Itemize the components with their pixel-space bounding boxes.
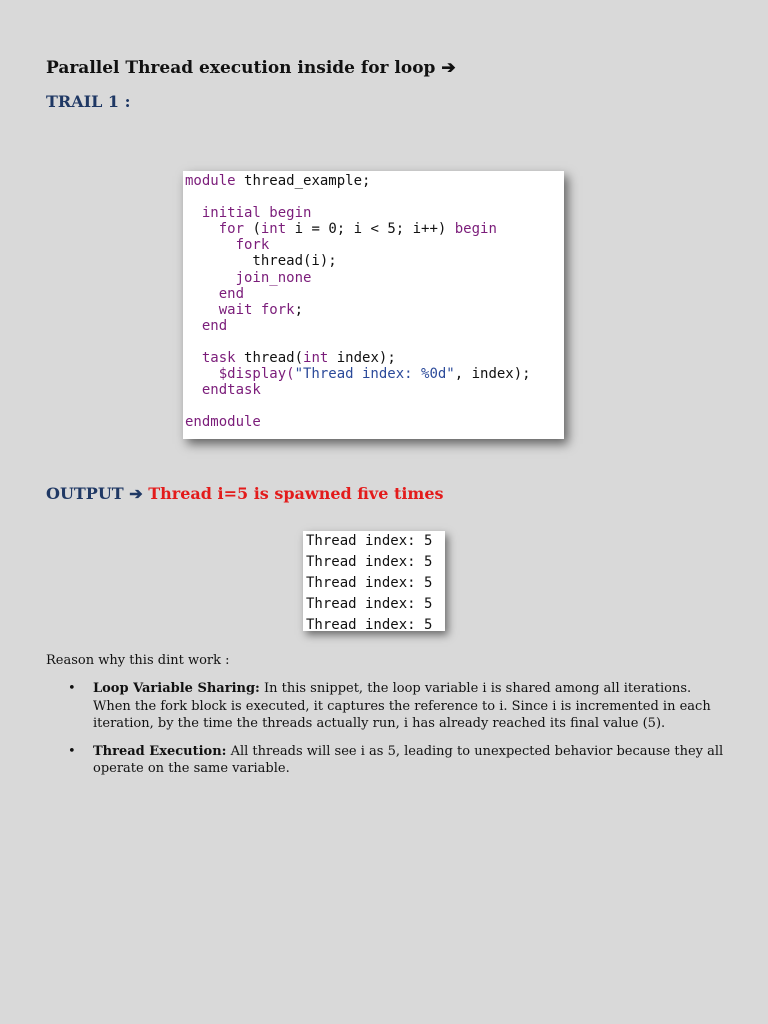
code-line <box>185 350 396 366</box>
bullet-text: All threads will see i as 5, leading to unexpected behavior because they all operate on the same variable. <box>93 743 724 776</box>
code-token: "Thread index: %0d" <box>294 366 455 383</box>
trail-label: TRAIL 1 : <box>46 92 131 111</box>
code-token: fork <box>185 237 270 254</box>
bullet-icon: • <box>68 681 76 696</box>
code-line <box>185 366 531 382</box>
output-label: OUTPUT ➔ <box>46 484 149 503</box>
reason-list <box>46 680 726 788</box>
page-heading: Parallel Thread execution inside for loop ➔ <box>46 58 456 78</box>
code-token: , index); <box>454 366 531 383</box>
code-token: index); <box>328 350 396 367</box>
code-line <box>185 237 269 253</box>
list-item <box>46 680 726 733</box>
bullet-title: Thread Execution: <box>93 743 227 759</box>
code-token: begin <box>454 221 497 238</box>
code-token: thread( <box>244 350 304 367</box>
code-line <box>185 382 261 398</box>
code-line <box>185 253 337 269</box>
output-line: Thread index: 5 <box>306 575 433 591</box>
output-line: Thread index: 5 <box>306 596 433 612</box>
code-token: initial begin <box>185 205 312 222</box>
bullet-title: Loop Variable Sharing: <box>93 681 260 696</box>
code-token: wait fork <box>185 301 295 318</box>
code-token: i = 0; i < 5; i++) <box>286 221 455 238</box>
code-token: int <box>260 221 287 238</box>
code-token: endtask <box>185 382 261 399</box>
code-line <box>185 221 497 237</box>
code-token: module <box>185 173 245 189</box>
code-line <box>185 205 311 221</box>
output-screenshot <box>303 531 445 631</box>
code-screenshot <box>183 171 564 439</box>
code-block <box>183 171 564 431</box>
code-line <box>185 270 311 286</box>
code-token: thread_example; <box>244 173 371 189</box>
code-line <box>185 286 244 302</box>
code-token: task <box>185 350 245 367</box>
bullet-icon: • <box>68 743 76 759</box>
code-token: int <box>303 350 329 367</box>
output-line: Thread index: 5 <box>306 533 433 549</box>
code-token: end <box>185 317 228 334</box>
bullet-text: In this snippet, the loop variable i is shared among all iterations. When the fork block is executed, it captures the reference to i. Since i is incremented in each iteration, by the time the threads actually run, i has already reached its final value (5). <box>93 681 711 731</box>
code-line <box>185 173 370 189</box>
code-token: endmodule <box>185 414 261 431</box>
code-token: thread(i); <box>185 253 337 270</box>
output-heading <box>46 484 444 503</box>
code-token: end <box>185 285 245 302</box>
output-note: Thread i=5 is spawned five times <box>148 484 444 503</box>
code-token: $display( <box>185 366 295 383</box>
code-token <box>185 221 219 237</box>
code-token: for <box>218 221 245 238</box>
code-token: ; <box>294 301 304 318</box>
output-line: Thread index: 5 <box>306 617 433 633</box>
output-line: Thread index: 5 <box>306 554 433 570</box>
code-line <box>185 302 303 318</box>
code-token: join_none <box>185 269 312 286</box>
code-token: ( <box>244 221 261 238</box>
list-item <box>46 743 726 778</box>
reason-text: Reason why this dint work : <box>46 653 230 668</box>
code-line <box>185 414 261 430</box>
code-line <box>185 318 227 334</box>
